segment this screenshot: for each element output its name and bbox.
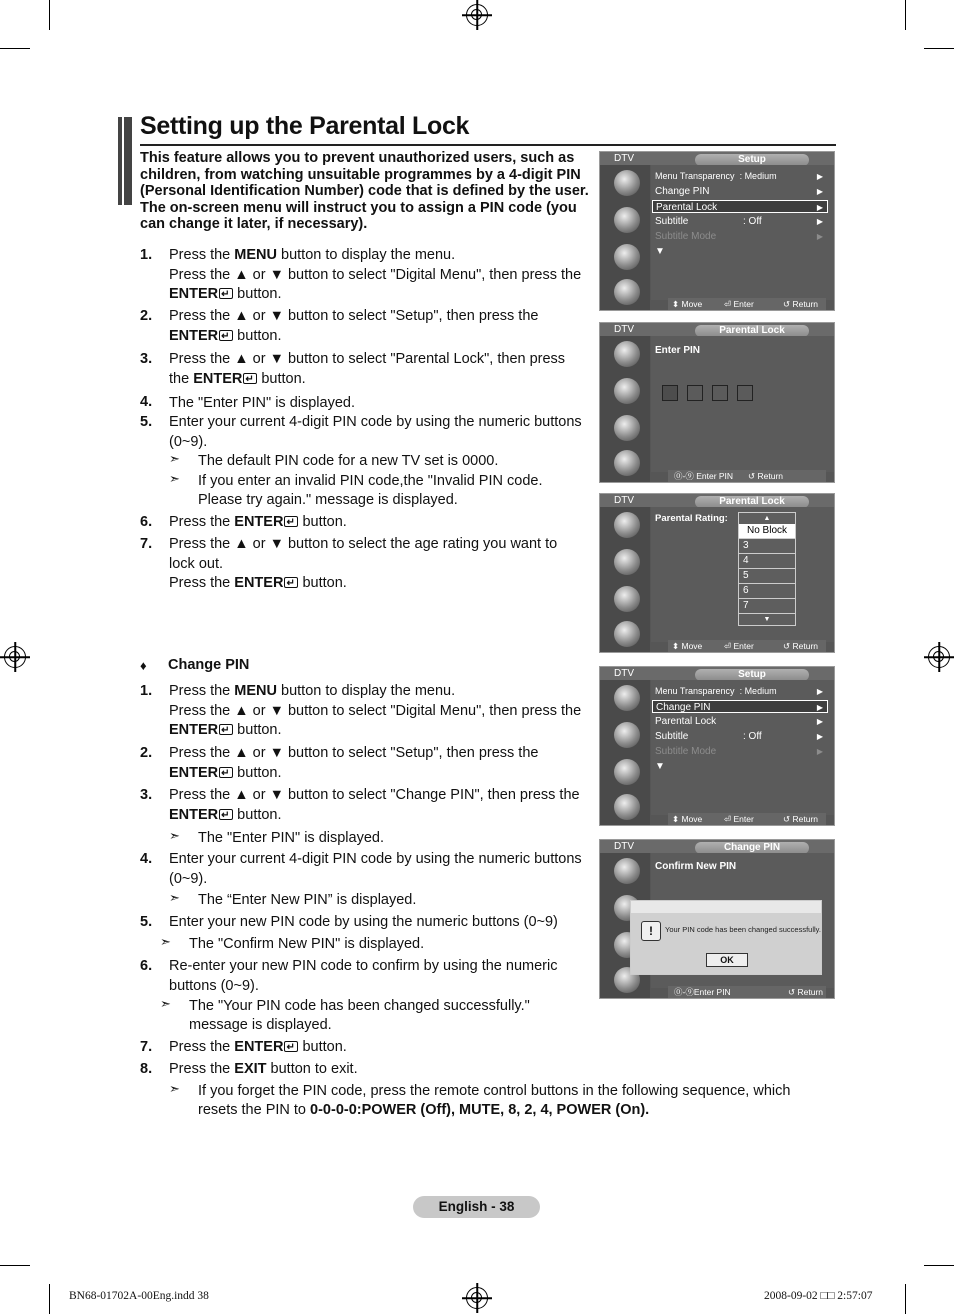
menu-row-change-pin[interactable]: Change PIN ▶ (655, 186, 823, 197)
step-number: 5. (140, 414, 153, 430)
dtv-label: DTV (614, 668, 634, 679)
rating-option[interactable]: 6 (739, 584, 795, 599)
note-arrow-icon: ➣ (169, 471, 180, 486)
enter-icon (243, 373, 257, 384)
dtv-label: DTV (614, 153, 634, 164)
enter-icon (219, 288, 233, 299)
menu-row-parental-lock[interactable]: Parental Lock ▶ (652, 200, 828, 213)
screen-footer: ⓪-⑨ Enter PIN ↺ Return (668, 470, 826, 482)
step-number: 6. (140, 514, 153, 530)
picture-menu-icon (614, 341, 640, 367)
note-arrow-icon: ➣ (169, 828, 180, 843)
step-number: 8. (140, 1061, 153, 1077)
step-number: 1. (140, 683, 153, 699)
pin-digit-2[interactable] (687, 385, 703, 401)
rating-list[interactable] (738, 512, 796, 626)
input-menu-icon (614, 279, 640, 305)
enter-icon (219, 809, 233, 820)
menu-row-transparency[interactable]: Menu Transparency : Medium ▶ (655, 171, 823, 181)
tv-screen-parental-rating (599, 493, 835, 653)
step-number: 5. (140, 914, 153, 930)
step-text: Press the ▲ or ▼ button to select "Setup", then press the ENTER↵ button. (169, 744, 594, 783)
confirm-pin-label: Confirm New PIN (655, 861, 737, 872)
note-text: The "Your PIN code has been changed successfully." message is displayed. (189, 998, 530, 1033)
warning-icon: ! (641, 921, 661, 941)
picture-menu-icon (614, 512, 640, 538)
step-text: Press the ▲ or ▼ button to select the age rating you want to lock out. Press the ENTER↵ button. (169, 535, 579, 594)
registration-mark-icon (928, 646, 950, 668)
note-text: The default PIN code for a new TV set is 0000. (198, 453, 499, 469)
crop-mark (49, 1284, 50, 1314)
dtv-label: DTV (614, 495, 634, 506)
date-slug: 2008-09-02 □□ 2:57:07 (764, 1290, 873, 1302)
setup-menu-icon (614, 586, 640, 612)
input-menu-icon (614, 450, 640, 476)
tv-screen-setup (599, 151, 835, 311)
enter-icon (284, 577, 298, 588)
title-underline (140, 144, 836, 146)
note-arrow-icon: ➣ (169, 890, 180, 905)
input-menu-icon (614, 794, 640, 820)
menu-row-change-pin[interactable]: Change PIN ▶ (652, 700, 828, 713)
step-text: Press the ENTER↵ button. (169, 1038, 594, 1058)
menu-row-parental-lock[interactable]: Parental Lock ▶ (655, 716, 823, 727)
pin-digit-4[interactable] (737, 385, 753, 401)
tv-screen-setup-change-pin (599, 666, 835, 826)
menu-tab: Setup (695, 669, 809, 681)
note-text: The “Enter New PIN” is displayed. (198, 892, 417, 908)
scroll-up-icon[interactable]: ▲ (763, 515, 771, 522)
setup-menu-icon (614, 415, 640, 441)
bullet-icon: ♦ (140, 658, 147, 673)
menu-row-subtitle[interactable]: Subtitle : Off ▶ (655, 731, 823, 742)
note-text: The "Confirm New PIN" is displayed. (189, 936, 425, 952)
note-arrow-icon: ➣ (169, 1081, 180, 1096)
menu-row-subtitle[interactable]: Subtitle : Off ▶ (655, 216, 823, 227)
tv-screen-enter-pin (599, 322, 835, 483)
parental-rating-label: Parental Rating: (655, 513, 728, 524)
picture-menu-icon (614, 170, 640, 196)
note-arrow-icon: ➣ (169, 451, 180, 466)
step-number: 6. (140, 958, 153, 974)
title-bar-decoration (118, 117, 132, 205)
step-text: Enter your new PIN code by using the numeric buttons (0~9) (169, 914, 558, 930)
enter-icon (284, 516, 298, 527)
screen-footer: ⬍ Move ⏎ Enter ↺ Return (668, 813, 826, 825)
step-number: 1. (140, 247, 153, 263)
registration-mark-icon (466, 1287, 488, 1309)
rating-option[interactable]: No Block (739, 524, 795, 539)
rating-option[interactable]: 7 (739, 599, 795, 614)
step-text: Press the MENU button to display the menu. Press the ▲ or ▼ button to select "Digital Menu", then press the ENTER↵ button. (169, 246, 594, 305)
dtv-label: DTV (614, 324, 634, 335)
enter-icon (219, 330, 233, 341)
step-number: 3. (140, 351, 153, 367)
menu-row-transparency[interactable]: Menu Transparency : Medium ▶ (655, 686, 823, 696)
step-text: Press the ▲ or ▼ button to select "Setup", then press the ENTER↵ button. (169, 307, 594, 346)
menu-tab: Parental Lock (695, 496, 809, 508)
dtv-label: DTV (614, 841, 634, 852)
step-text: Press the ENTER↵ button. (169, 513, 594, 533)
section-heading: Change PIN (168, 657, 250, 673)
input-menu-icon (614, 621, 640, 647)
step-text: Press the EXIT button to exit. (169, 1061, 358, 1077)
tv-screen-confirm-pin (599, 839, 835, 999)
ok-button[interactable]: OK (706, 953, 748, 967)
step-number: 4. (140, 394, 153, 410)
pin-digit-3[interactable] (712, 385, 728, 401)
step-number: 7. (140, 536, 153, 552)
step-number: 7. (140, 1039, 153, 1055)
picture-menu-icon (614, 858, 640, 884)
more-down-icon: ▼ (655, 761, 665, 772)
sound-menu-icon (614, 722, 640, 748)
step-number: 2. (140, 308, 153, 324)
menu-tab: Setup (695, 154, 809, 166)
note-text: If you forget the PIN code, press the remote control buttons in the following sequence, which resets the PIN to 0-0-0-0:POWER (Off), MUTE, 8, 2, 4, POWER (On). (198, 1083, 791, 1118)
crop-mark (49, 0, 50, 30)
step-text: Enter your current 4-digit PIN code by using the numeric buttons (0~9). (169, 851, 582, 887)
step-number: 4. (140, 851, 153, 867)
crop-mark (924, 1265, 954, 1266)
step-text: Press the ▲ or ▼ button to select "Parental Lock", then press the ENTER↵ button. (169, 350, 594, 389)
picture-menu-icon (614, 685, 640, 711)
note-text: If you enter an invalid PIN code,the "Invalid PIN code. Please try again." message is displayed. (198, 473, 543, 508)
enter-pin-label: Enter PIN (655, 345, 701, 356)
enter-icon (284, 1041, 298, 1052)
crop-mark (905, 1284, 906, 1314)
setup-menu-icon (614, 244, 640, 270)
pin-digit-1[interactable] (662, 385, 678, 401)
step-number: 3. (140, 787, 153, 803)
step-text: Press the MENU button to display the menu. Press the ▲ or ▼ button to select "Digital Menu", then press the ENTER↵ button. (169, 682, 594, 741)
page-number-badge: English - 38 (413, 1196, 540, 1218)
note-arrow-icon: ➣ (160, 934, 171, 949)
rating-option[interactable]: 5 (739, 569, 795, 584)
crop-mark (0, 1265, 30, 1266)
note-text: The "Enter PIN" is displayed. (198, 830, 384, 846)
rating-option[interactable]: 4 (739, 554, 795, 569)
crop-mark (905, 0, 906, 30)
step-text: Re-enter your new PIN code to confirm by using the numeric buttons (0~9). (169, 958, 558, 994)
setup-menu-icon (614, 759, 640, 785)
page-title: Setting up the Parental Lock (140, 112, 470, 140)
step-text: The "Enter PIN" is displayed. (169, 395, 355, 411)
sound-menu-icon (614, 549, 640, 575)
scroll-down-icon[interactable]: ▼ (763, 616, 771, 623)
menu-row-subtitle-mode: Subtitle Mode ▶ (655, 231, 823, 242)
success-dialog (630, 900, 822, 975)
sound-menu-icon (614, 378, 640, 404)
screen-footer: ⬍ Move ⏎ Enter ↺ Return (668, 640, 826, 652)
crop-mark (924, 48, 954, 49)
registration-mark-icon (466, 4, 488, 26)
menu-tab: Change PIN (695, 842, 809, 854)
note-arrow-icon: ➣ (160, 996, 171, 1011)
more-down-icon: ▼ (655, 246, 665, 257)
step-text: Press the ▲ or ▼ button to select "Change PIN", then press the ENTER↵ button. (169, 786, 594, 825)
enter-icon (219, 767, 233, 778)
enter-icon (219, 724, 233, 735)
crop-mark (0, 48, 30, 49)
rating-option[interactable]: 3 (739, 539, 795, 554)
screen-footer: ⓪-⑨Enter PIN ↺ Return (668, 986, 826, 998)
intro-paragraph: This feature allows you to prevent unauthorized users, such as children, from watching unsuitable programmes by a 4-digit PIN (Personal Identification Number) code that is defined by the user. The on-screen menu will instruct you to assign a PIN code (you can change it later, if necessary). (140, 150, 589, 233)
file-slug: BN68-01702A-00Eng.indd 38 (69, 1290, 209, 1302)
sound-menu-icon (614, 207, 640, 233)
registration-mark-icon (4, 646, 26, 668)
step-number: 2. (140, 745, 153, 761)
dialog-message: Your PIN code has been changed successfully. (665, 925, 821, 934)
menu-row-subtitle-mode: Subtitle Mode ▶ (655, 746, 823, 757)
screen-footer: ⬍ Move ⏎ Enter ↺ Return (668, 298, 826, 310)
step-text: Enter your current 4-digit PIN code by using the numeric buttons (0~9). (169, 414, 582, 450)
menu-tab: Parental Lock (695, 325, 809, 337)
